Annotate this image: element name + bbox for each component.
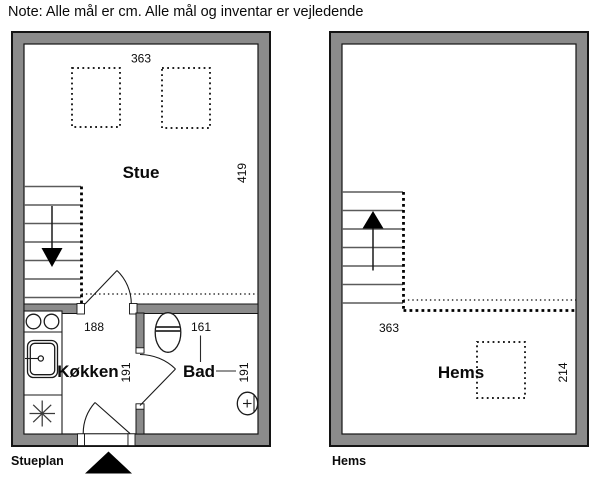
door-opening <box>85 303 130 316</box>
door-opening <box>135 353 145 404</box>
room-bad-label: Bad <box>182 362 216 381</box>
dim-hems-width-label: 363 <box>378 321 400 335</box>
door-jamb <box>78 434 85 446</box>
hems-caption: Hems <box>332 454 367 468</box>
washbasin-icon <box>237 392 257 415</box>
dim-bad-depth-label: 191 <box>237 362 251 383</box>
dim-bad-width-label: 161 <box>190 320 212 334</box>
faucet-dot <box>38 356 43 361</box>
cooktop-burner-icon <box>26 314 41 329</box>
room-stue-label: Stue <box>122 163 160 182</box>
kitchen-sink-icon <box>25 341 58 378</box>
door-jamb <box>77 304 85 315</box>
entrance-arrow-icon <box>85 452 132 474</box>
hems-plan <box>330 32 588 468</box>
dim-hems-depth-label: 214 <box>556 362 570 383</box>
door-jamb <box>128 434 135 446</box>
dim-width-label: 363 <box>130 51 152 66</box>
cooktop-burner-icon <box>44 314 59 329</box>
stueplan-caption: Stueplan <box>11 454 64 468</box>
dim-stue-depth-label: 419 <box>235 162 249 184</box>
door-jamb <box>136 404 144 409</box>
door-jamb <box>136 348 144 353</box>
note-text: Note: Alle mål er cm. Alle mål og inventar er vejledende <box>8 4 364 20</box>
bathroom-wall <box>135 313 145 434</box>
door-jamb <box>130 304 138 315</box>
room-kokken-label: Køkken <box>57 362 119 381</box>
entrance-opening <box>85 434 129 446</box>
stueplan-plan <box>11 32 270 474</box>
dim-kokken-depth-label: 191 <box>119 362 133 383</box>
room-hems-label: Hems <box>437 363 485 382</box>
dim-kokken-width-label: 188 <box>83 320 105 334</box>
toilet-icon <box>155 313 181 353</box>
toilet-bowl <box>155 313 181 353</box>
